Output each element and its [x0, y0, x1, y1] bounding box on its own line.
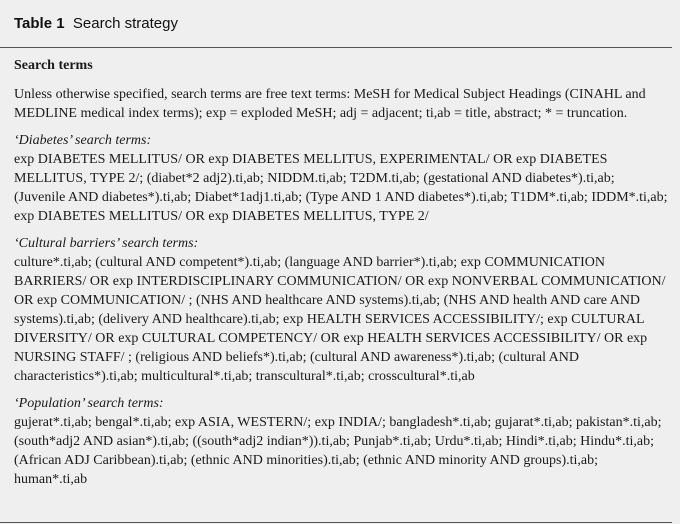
cultural-barriers-section-title: ‘Cultural barriers’ search terms: — [14, 236, 199, 251]
table-content — [14, 56, 669, 497]
cultural-barriers-section — [14, 234, 669, 386]
top-rule — [0, 47, 672, 48]
diabetes-section-body: exp DIABETES MELLITUS/ OR exp DIABETES MELLITUS, EXPERIMENTAL/ OR exp DIABETES MELLITUS, TYPE 2/; (diabet*2 adj2).ti,ab; NIDDM.ti,ab; T2DM.ti,ab; (gestational AND diabetes*).ti,ab; (Juvenile AND diabetes*).ti,ab; Diabet*1adj1.ti,ab; (Type AND 1 AND diabetes*).ti,ab; T1DM*.ti,ab; IDDM*.ti,ab; exp DIABETES MELLITUS/ OR exp DIABETES MELLITUS, TYPE 2/ — [14, 152, 668, 224]
table-title-text: Search strategy — [72, 15, 178, 32]
diabetes-section-title: ‘Diabetes’ search terms: — [14, 133, 152, 148]
population-section-title: ‘Population’ search terms: — [14, 396, 164, 411]
population-section — [14, 394, 669, 489]
cultural-barriers-section-body: culture*.ti,ab; (cultural AND competent*).ti,ab; (language AND barrier*).ti,ab; exp COMMUNICATION BARRIERS/ OR exp INTERDISCIPLINARY COMMUNICATION/ OR exp NONVERBAL COMMUNICATION/ OR exp COMMUNICATION/ ; (NHS AND healthcare AND systems).ti,ab; (NHS AND health AND care AND systems).ti,ab; (delivery AND healthcare).ti,ab; exp HEALTH SERVICES ACCESSIBILITY/; exp CULTURAL DIVERSITY/ OR exp CULTURAL COMPETENCY/ OR exp HEALTH SERVICES ACCESSIBILITY/ OR exp NURSING STAFF/ ; (religious AND beliefs*).ti,ab; (cultural AND awareness*).ti,ab; (cultural AND characteristics*).ti,ab; multicultural*.ti,ab; transcultural*.ti,ab; crosscultural*.ti,ab — [14, 255, 666, 384]
table-title — [14, 15, 178, 32]
search-terms-heading: Search terms — [14, 58, 93, 73]
intro-paragraph: Unless otherwise specified, search terms are free text terms: MeSH for Medical Subject Headings (CINAHL and MEDLINE medical index terms); exp = exploded MeSH; adj = adjacent; ti,ab = title, abstract; * = truncation. — [14, 87, 646, 121]
bottom-rule — [0, 522, 672, 523]
diabetes-section — [14, 131, 669, 226]
population-section-body: gujerat*.ti,ab; bengal*.ti,ab; exp ASIA, WESTERN/; exp INDIA/; bangladesh*.ti,ab; gujarat*.ti,ab; pakistan*.ti,ab; (south*adj2 AND asian*).ti,ab; ((south*adj2 indian*)).ti,ab; Punjab*.ti,ab; Urdu*.ti,ab; Hindi*.ti,ab; Hindu*.ti,ab; (African ADJ Caribbean).ti,ab; (ethnic AND minorities).ti,ab; (ethnic AND minority AND groups).ti,ab; human*.ti,ab — [14, 415, 662, 487]
table-label: Table 1 — [14, 15, 65, 32]
